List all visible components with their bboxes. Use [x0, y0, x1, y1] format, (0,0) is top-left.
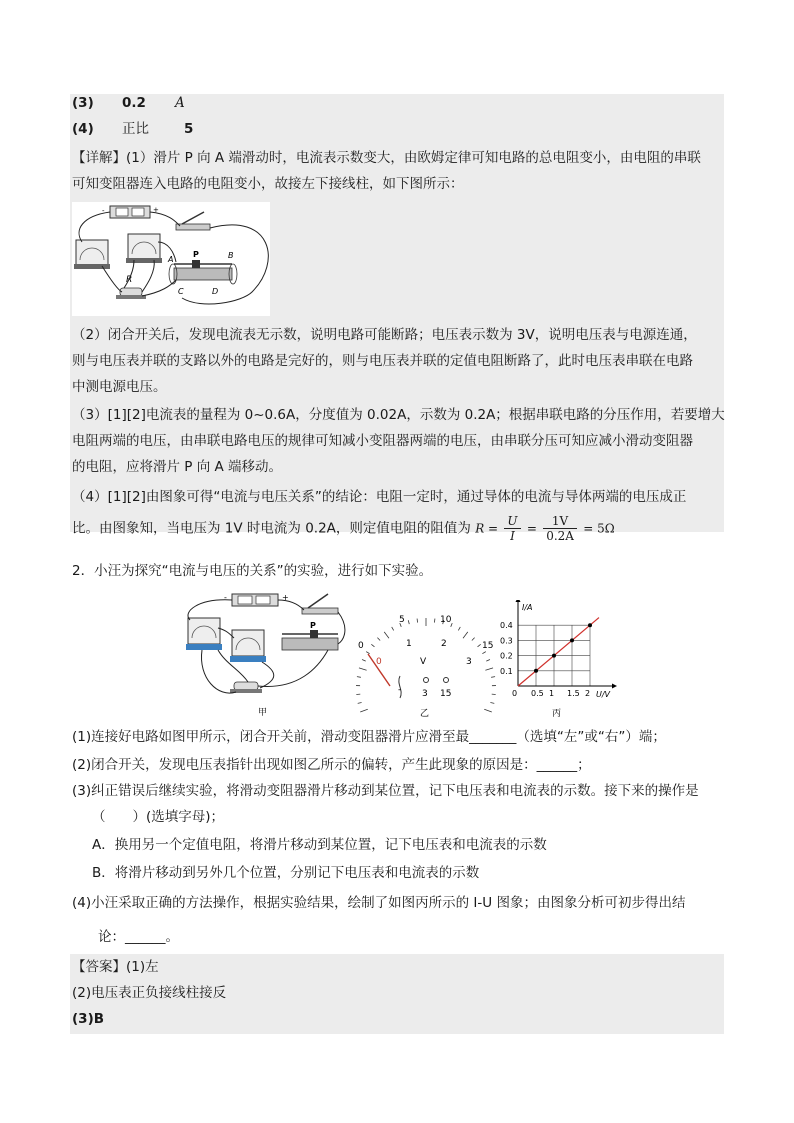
answer-extra: 5	[184, 121, 194, 137]
slider-label: P	[193, 250, 199, 259]
y-tick-label: 0.2	[500, 651, 513, 661]
y-axis-arrow	[516, 600, 521, 602]
dial-tick	[434, 619, 435, 623]
dial-tick	[472, 638, 475, 641]
formula-lhs: R =	[475, 521, 499, 536]
dial-tick	[490, 702, 494, 703]
dial-tick	[360, 709, 368, 712]
x-tick-label: 1	[549, 689, 555, 698]
terminal-15-post	[444, 678, 449, 683]
question-2-part-3-line2: （ ）(选填字母)；	[92, 809, 225, 825]
dial-label-red-0: 0	[376, 657, 382, 667]
dial-tick	[371, 644, 374, 646]
circuit-diagram-jia	[178, 588, 350, 718]
question-2-part-4-line1: (4)小汪采取正确的方法操作，根据实验结果，绘制了如图丙所示的 I-U 图象；由图象分析可初步得出结	[72, 895, 686, 911]
dial-label-2: 2	[441, 639, 447, 649]
dial-tick	[491, 677, 495, 678]
detail-p3-line3: 的电阻，应将滑片 P 向 A 端移动。	[72, 459, 283, 475]
dial-tick	[377, 638, 380, 641]
fraction-numerator: 1V	[543, 514, 577, 529]
p4-line2-text: 比。由图象知，当电压为 1V 时电流为 0.2A，则定值电阻的阻值为	[72, 520, 471, 537]
formula-equals: =	[526, 521, 537, 536]
answer-row-4	[72, 116, 194, 142]
fraction-1v-over-02a	[543, 514, 577, 543]
dial-tick	[482, 652, 485, 654]
battery-minus-label: -	[224, 593, 227, 602]
terminal-b-label: B	[228, 251, 234, 260]
figure-yi-caption: 乙	[420, 709, 430, 718]
dial-tick	[417, 619, 418, 623]
dial-label-3: 3	[466, 657, 472, 667]
dial-label-0: 0	[358, 641, 364, 651]
question-2-stem: 2．小汪为探究“电流与电压的关系”的实验，进行如下实验。	[72, 563, 433, 579]
terminal-d-label: D	[212, 287, 219, 296]
dial-tick	[485, 668, 493, 670]
answer-line-3: (3)B	[72, 1011, 105, 1027]
answer-value: 0.2	[122, 95, 146, 111]
slider-label: P	[310, 621, 316, 630]
dial-tick	[486, 660, 490, 662]
terminal-3-post	[424, 678, 429, 683]
terminal-c-label: C	[178, 287, 184, 296]
dial-tick	[463, 632, 468, 638]
dial-label-10: 10	[440, 615, 452, 625]
dial-tick	[366, 652, 369, 654]
detail-p3-line1: （3）[1][2]电流表的量程为 0~0.6A，分度值为 0.02A，示数为 0.2A；根据串联电路的分压作用，若要增大	[72, 407, 725, 423]
y-tick-label: 0.3	[500, 636, 513, 646]
x-tick-label: 1.5	[567, 689, 580, 698]
data-point	[552, 654, 556, 658]
dial-tick	[357, 677, 361, 678]
answer-unit: A	[175, 95, 185, 111]
dial-tick	[392, 627, 394, 630]
data-point	[570, 638, 574, 642]
x-axis-arrow	[612, 684, 617, 689]
question-2-part-2: (2)闭合开关，发现电压表指针出现如图乙所示的偏转，产生此现象的原因是：______；	[72, 757, 591, 773]
dial-tick	[408, 620, 409, 624]
question-2-option-a: A．换用另一个定值电阻，将滑片移动到某位置，记下电压表和电流表的示数	[92, 837, 547, 853]
answer-line-1: 【答案】(1)左	[72, 959, 159, 975]
formula-result: = 5Ω	[583, 521, 615, 536]
dial-label-5: 5	[399, 615, 405, 625]
detail-p2-line3: 中测电源电压。	[72, 379, 167, 395]
row-number: (4)	[72, 121, 94, 137]
detail-p4-line1: （4）[1][2]由图象可得“电流与电压关系”的结论：电阻一定时，通过导体的电流与导体两端的电压成正	[72, 489, 687, 505]
detail-p2-line1: （2）闭合开关后，发现电流表无示数，说明电路可能断路；电压表示数为 3V，说明电压表与电源连通，	[72, 327, 697, 343]
detail-p1-line2: 可知变阻器连入电路的电阻变小，故接左下接线柱，如下图所示：	[72, 176, 464, 192]
figure-bing-caption: 丙	[552, 709, 562, 718]
battery-plus-label: +	[282, 593, 289, 602]
fraction-u-over-i	[504, 514, 520, 543]
x-axis-label: U/V	[596, 690, 611, 699]
figure-jia-caption: 甲	[258, 708, 268, 718]
circuit-diagram-1	[72, 202, 270, 316]
detail-p2-line2: 则与电压表并联的支路以外的电路是完好的，则与电压表并联的定值电阻断路了，此时电压表串联在电路	[72, 353, 693, 369]
question-2-option-b: B．将滑片移动到另外几个位置，分别记下电压表和电流表的示数	[92, 865, 480, 881]
x-tick-label: 0	[512, 689, 518, 698]
fraction-denominator: 0.2A	[546, 529, 574, 543]
y-tick-label: 0.1	[500, 666, 513, 676]
question-2-part-1: (1)连接好电路如图甲所示，闭合开关前，滑动变阻器滑片应滑至最_______（选填“左”或“右”）端；	[72, 729, 666, 745]
detail-p3-line2: 电阻两端的电压，由串联电路电压的规律可知减小变阻器两端的电压，由串联分压可知应减小滑动变阻器	[72, 433, 693, 449]
terminal-a-label: A	[168, 255, 174, 264]
dial-tick	[478, 644, 481, 646]
row-number: (3)	[72, 95, 94, 111]
dial-tick	[384, 632, 389, 638]
x-tick-label: 0.5	[531, 689, 544, 698]
dial-tick	[359, 668, 367, 670]
y-axis-label: I/A	[522, 603, 533, 612]
answer-value: 正比	[122, 121, 149, 137]
terminal-3: 3	[422, 689, 428, 699]
x-tick-label: 2	[585, 689, 591, 698]
terminal-minus: -	[398, 685, 402, 695]
dial-tick	[358, 702, 362, 703]
data-point	[534, 669, 538, 673]
answer-line-2: (2)电压表正负接线柱接反	[72, 985, 227, 1001]
y-tick-label: 0.4	[500, 621, 513, 631]
chart-series	[518, 618, 599, 686]
detail-p1-line1: 【详解】(1）滑片 P 向 A 端滑动时，电流表示数变大，由欧姆定律可知电路的总电阻变小，由电阻的串联	[72, 150, 701, 166]
fraction-denominator: I	[510, 529, 515, 543]
dial-tick	[362, 660, 366, 662]
answer-row-3	[72, 90, 185, 116]
dial-label-15: 15	[482, 641, 494, 651]
dial-label-1: 1	[406, 639, 412, 649]
series-line	[518, 618, 599, 686]
question-2-part-3-line1: (3)纠正错误后继续实验，将滑动变阻器滑片移动到某位置，记下电压表和电流表的示数。接下来的操作是	[72, 783, 699, 799]
iu-chart-bing	[498, 600, 618, 718]
voltmeter-dial-yi	[356, 606, 496, 718]
resistor-label: R	[126, 275, 133, 285]
dial-tick	[458, 627, 460, 630]
battery-minus-label: -	[102, 207, 105, 215]
dial-tick	[484, 709, 492, 712]
terminal-15: 15	[440, 689, 452, 699]
battery-plus-label: +	[153, 206, 159, 214]
fraction-numerator: U	[504, 514, 520, 529]
data-point	[588, 623, 592, 627]
detail-p4-line2	[72, 514, 615, 543]
dial-unit: V	[420, 657, 427, 667]
question-2-part-4-line2: 论：______。	[98, 929, 179, 945]
